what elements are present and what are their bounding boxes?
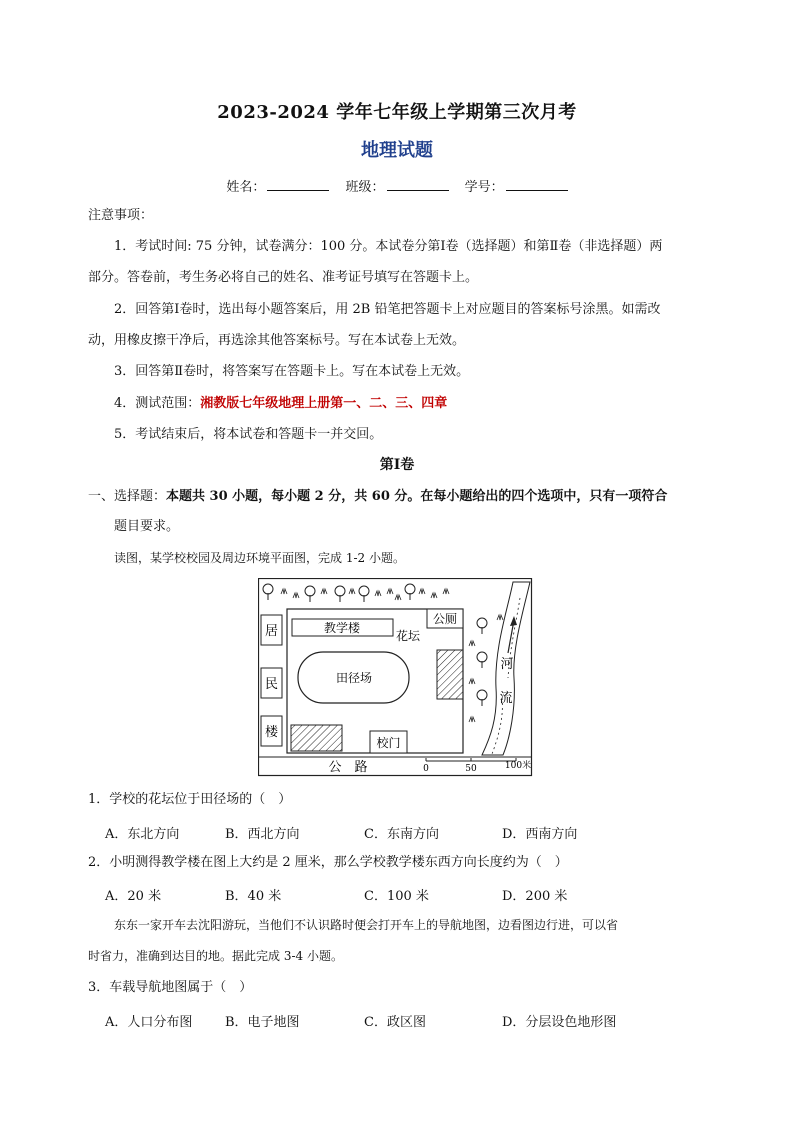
part-one-line-2: 题目要求。 (114, 519, 180, 534)
name-field (226, 176, 329, 195)
scale-100: 100米 (504, 761, 532, 771)
campus-map (258, 578, 533, 777)
note-3: 3．回答第Ⅱ卷时，将答案写在答题卡上。写在本试卷上无效。 (114, 364, 470, 379)
class-blank (387, 178, 449, 191)
name-blank (267, 178, 329, 191)
note-1-line-2: 部分。答卷前，考生务必将自己的姓名、准考证号填写在答题卡上。 (88, 270, 479, 285)
navigation-intro-line-2: 时省力，准确到达目的地。据此完成 3-4 小题。 (88, 949, 343, 963)
question-3-option-b[interactable]: B．电子地图 (225, 1015, 300, 1030)
part-one-label: 一、选择题： (88, 489, 167, 504)
question-3-stem: 3．车载导航地图属于（ ） (88, 980, 253, 995)
river-label-1: 河 (500, 657, 514, 672)
note-4 (114, 396, 447, 412)
question-1-option-a[interactable]: A．东北方向 (105, 827, 180, 842)
map-intro: 读图，某学校校园及周边环境平面图，完成 1-2 小题。 (114, 551, 405, 565)
exam-title: 2023-2024 学年七年级上学期第三次月考 (217, 102, 577, 123)
flower-bed-southwest (291, 725, 342, 751)
student-info-row (0, 176, 794, 195)
gate-label: 校门 (376, 736, 401, 750)
road-label: 公 路 (328, 760, 368, 775)
scale-0: 0 (423, 764, 429, 774)
question-3-option-d[interactable]: D．分层设色地形图 (502, 1015, 617, 1030)
id-label: 学号： (464, 180, 504, 195)
residential-label-2: 民 (264, 677, 279, 692)
question-3-option-a[interactable]: A．人口分布图 (105, 1015, 193, 1030)
river-label-2: 流 (499, 691, 513, 706)
question-3-option-c[interactable]: C．政区图 (364, 1015, 426, 1030)
note-1-line-1: 1．考试时间: 75 分钟，试卷满分：100 分。本试卷分第Ⅰ卷（选择题）和第Ⅱ卷（非选择题）两 (114, 239, 663, 254)
note-4-prefix: 4．测试范围： (114, 396, 201, 411)
question-2-option-a[interactable]: A．20 米 (105, 889, 162, 904)
part-one-rules: 本题共 30 小题，每小题 2 分，共 60 分。在每小题给出的四个选项中，只有一项符合 (166, 489, 668, 504)
section-heading: 第Ⅰ卷 (379, 457, 415, 473)
question-1-option-d[interactable]: D．西南方向 (502, 827, 578, 842)
toilet-label: 公厕 (432, 612, 458, 626)
scale-50: 50 (465, 764, 477, 774)
question-1-option-b[interactable]: B．西北方向 (225, 827, 300, 842)
flower-bed-label: 花坛 (395, 629, 421, 643)
question-2-stem: 2．小明测得教学楼在图上大约是 2 厘米，那么学校教学楼东西方向长度约为（ ） (88, 855, 568, 870)
question-1-option-c[interactable]: C．东南方向 (364, 827, 439, 842)
flower-bed-east (437, 650, 463, 699)
class-label: 班级： (345, 180, 385, 195)
name-label: 姓名： (226, 180, 266, 195)
question-2-option-d[interactable]: D．200 米 (502, 889, 568, 904)
residential-label-1: 居 (264, 624, 279, 639)
note-2-line-2: 动，用橡皮擦干净后，再选涂其他答案标号。写在本试卷上无效。 (88, 333, 466, 348)
notes-heading: 注意事项： (88, 208, 154, 223)
note-2-line-1: 2．回答第Ⅰ卷时，选出每小题答案后，用 2B 铅笔把答题卡上对应题目的答案标号涂黑。如需改 (114, 302, 661, 317)
teaching-building-label: 教学楼 (323, 621, 361, 635)
question-2-option-b[interactable]: B．40 米 (225, 889, 282, 904)
id-blank (506, 178, 568, 191)
id-field (465, 176, 568, 195)
class-field (345, 176, 448, 195)
track-field-label: 田径场 (335, 671, 373, 685)
part-one-line-1 (88, 489, 667, 505)
question-2-option-c[interactable]: C．100 米 (364, 889, 429, 904)
subject-title: 地理试题 (361, 140, 433, 161)
note-5: 5．考试结束后，将本试卷和答题卡一并交回。 (114, 427, 383, 442)
test-range: 湘教版七年级地理上册第一、二、三、四章 (200, 396, 448, 411)
navigation-intro-line-1: 东东一家开车去沈阳游玩，当他们不认识路时便会打开车上的导航地图，边看图边行进，可以省 (114, 918, 619, 932)
question-1-stem: 1．学校的花坛位于田径场的（ ） (88, 792, 292, 807)
residential-label-3: 楼 (264, 725, 279, 740)
